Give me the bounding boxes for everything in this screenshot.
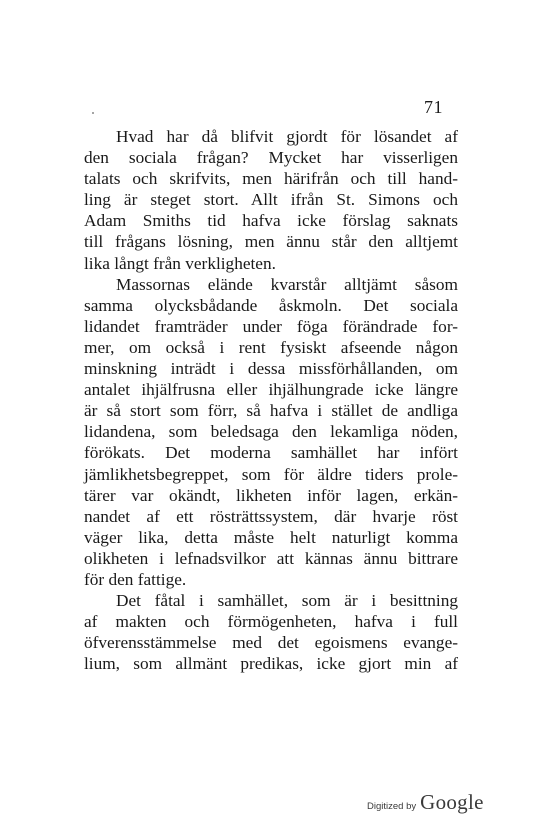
body-text — [84, 126, 458, 674]
google-logo: Google — [420, 790, 484, 814]
text-line: Hvad har då blifvit gjordt för lösandet af — [116, 127, 458, 146]
text-line: Det fåtal i samhället, som är i besittning — [116, 591, 458, 611]
text-line: nandet af ett rösträttssystem, där hvarje röst — [84, 506, 458, 526]
text-line: lidandet framträder under föga förändrade for- — [84, 316, 458, 336]
text-line: väger lika, detta måste helt naturligt komma — [84, 527, 458, 547]
text-line: lika långt från verkligheten. — [84, 253, 276, 273]
text-line: lidandena, som beledsaga den lekamliga nöden, — [84, 422, 458, 442]
text-line: olikheten i lefnadsvilkor att kännas ännu bittrare — [84, 548, 458, 568]
text-line: talats och skrifvits, men härifrån och till hand- — [84, 169, 458, 189]
text-line: lium, som allmänt predikas, icke gjort min af — [84, 654, 458, 674]
text-line: tärer var okändt, likheten inför lagen, erkän- — [84, 485, 458, 505]
text-line: af makten och förmögenheten, hafva i full — [84, 612, 458, 632]
text-line: förökats. Det moderna samhället har infört — [84, 443, 458, 463]
text-line: mer, om också i rent fysiskt afseende någon — [84, 337, 458, 357]
watermark-prefix: Digitized by — [367, 801, 417, 812]
text-line: öfverensstämmelse med det egoismens evange- — [84, 633, 458, 653]
text-line: Massornas elände kvarstår alltjämt såsom — [116, 274, 458, 294]
digitized-by-watermark — [367, 790, 484, 815]
text-line: den sociala frågan? Mycket har visserligen — [84, 148, 458, 168]
text-line: till frågans lösning, men ännu står den alltjemt — [84, 232, 458, 252]
text-line: för den fattige. — [84, 569, 187, 589]
text-line: antalet ihjälfrusna eller ihjälhungrade icke längre — [84, 380, 458, 400]
text-line: minskning inträdt i dessa missförhållanden, om — [84, 359, 458, 379]
text-line: är så stort som förr, så hafva i stället de andliga — [84, 401, 458, 421]
text-line: jämlikhetsbegreppet, som för äldre tiders prole- — [84, 464, 458, 484]
page-number: 71 — [424, 97, 443, 117]
ink-speck — [92, 112, 94, 114]
text-line: samma olycksbådande åskmoln. Det sociala — [84, 295, 458, 315]
text-line: ling är steget stort. Allt ifrån St. Simons och — [84, 190, 458, 210]
text-line: Adam Smiths tid hafva icke förslag saknats — [84, 211, 458, 231]
